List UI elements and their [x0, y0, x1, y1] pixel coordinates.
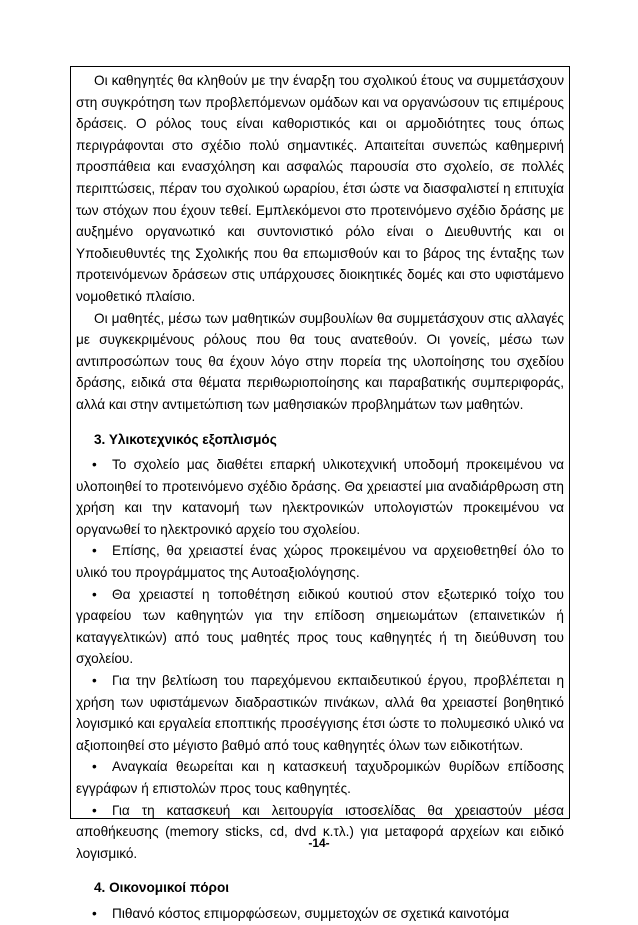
list-item-text: Το σχολείο μας διαθέτει επαρκή υλικοτεχνική υποδομή προκειμένου να υλοποιηθεί το προτεινόμενο σχέδιο δράσης. Θα χρειαστεί μια αναδιάρθρωση στη χρήση και την κατανομή των ηλεκτρονικών υπολογιστών προκειμένου να οργανωθεί το ηλεκτρονικό αρχείο του σχολείου. — [76, 457, 564, 537]
list-item-text: Αναγκαία θεωρείται και η κατασκευή ταχυδρομικών θυρίδων επίδοσης εγγράφων ή επιστολών προς τους καθηγητές. — [76, 759, 564, 796]
list-item — [76, 584, 564, 670]
bullet-icon: • — [92, 802, 97, 818]
section-3-title: 3. Υλικοτεχνικός εξοπλισμός — [94, 431, 277, 447]
list-item-text: Για τη κατασκευή και λειτουργία ιστοσελίδας θα χρειαστούν μέσα αποθήκευσης (memory sticks, cd, dvd κ.τλ.) για μεταφορά αρχείων και ειδικό λογισμικό. — [76, 802, 564, 861]
bullet-icon: • — [92, 905, 97, 921]
list-item — [76, 540, 564, 583]
list-item-text: Για την βελτίωση του παρεχόμενου εκπαιδευτικού έργου, προβλέπεται η χρήση των υφιστάμενων διαδραστικών πινάκων, αλλά θα χρειαστεί βοηθητικό λογισμικό και εργαλεία εποπτικής προσέγγισης έτσι ώστε το πολυμεσικό υλικό να αξιοποιηθεί στο μέγιστο βαθμό από τους καθηγητές όλων των ειδικοτήτων. — [76, 673, 564, 753]
paragraph-teachers: Οι καθηγητές θα κληθούν με την έναρξη του σχολικού έτους να συμμετάσχουν στη συγκρότηση των προβλεπόμενων ομάδων και να οργανώσουν τις επιμέρους δράσεις. Ο ρόλος τους είναι καθοριστικός και οι αρμοδιότητες τους όπως περιγράφονται στο σχέδιο πολύ σημαντικές. Απαιτείται συνεπώς καθημερινή προσπάθεια και ενασχόληση και ασφαλώς παρουσία στο σχολείο, σε πολλές περιπτώσεις, πέραν του σχολικού ωραρίου, έτσι ώστε να διασφαλιστεί η επιτυχία των στόχων που έχουν τεθεί. Εμπλεκόμενοι στο προτεινόμενο σχέδιο δράσης με αυξημένο οργανωτικό και συντονιστικό ρόλο είναι ο Διευθυντής και οι Υποδιευθυντές της Σχολικής που θα επωμισθούν και το βάρος της ένταξης των προτεινόμενων δράσεων στις υπάρχουσες διοικητικές δομές και στο υφιστάμενο νομοθετικό πλαίσιο. — [76, 73, 564, 304]
bullet-icon: • — [92, 586, 97, 602]
bullet-icon: • — [92, 673, 97, 689]
list-item — [76, 756, 564, 799]
bullet-icon: • — [92, 457, 97, 473]
list-item — [76, 903, 564, 925]
paragraph-students: Οι μαθητές, μέσω των μαθητικών συμβουλίων θα συμμετάσχουν στις αλλαγές με συγκεκριμένους ρόλους που θα τους ανατεθούν. Οι γονείς, μέσω των αντιπροσώπων τους θα έχουν λόγο στην πορεία της υλοποίησης του σχεδίου δράσης, ειδικά στα θέματα περιθωριοποίησης και παραβατικής συμπεριφοράς, αλλά και στην αντιμετώπιση των μαθησιακών προβλημάτων των μαθητών. — [76, 310, 564, 412]
section-4-title: 4. Οικονομικοί πόροι — [94, 880, 230, 896]
list-item — [76, 670, 564, 756]
list-item — [76, 454, 564, 540]
list-item-text: Επίσης, θα χρειαστεί ένας χώρος προκειμένου να αρχειοθετηθεί όλο το υλικό του προγράμματος της Αυτοαξιολόγησης. — [76, 543, 564, 581]
bullet-icon: • — [92, 543, 97, 559]
bullet-icon: • — [92, 759, 97, 775]
list-item-text: Πιθανό κόστος επιμορφώσεων, συμμετοχών σε σχετικά καινοτόμα — [112, 905, 510, 921]
list-item-text: Θα χρειαστεί η τοποθέτηση ειδικού κουτιού στον εξωτερικό τοίχο του γραφείου των καθηγητών για την επίδοση σημειωμάτων (επαινετικών ή καταγγελτικών) από τους μαθητές προς τους καθηγητές ή τη διεύθυνση του σχολείου. — [76, 586, 564, 667]
page-number: -14- — [308, 836, 330, 850]
list-item — [76, 800, 564, 865]
